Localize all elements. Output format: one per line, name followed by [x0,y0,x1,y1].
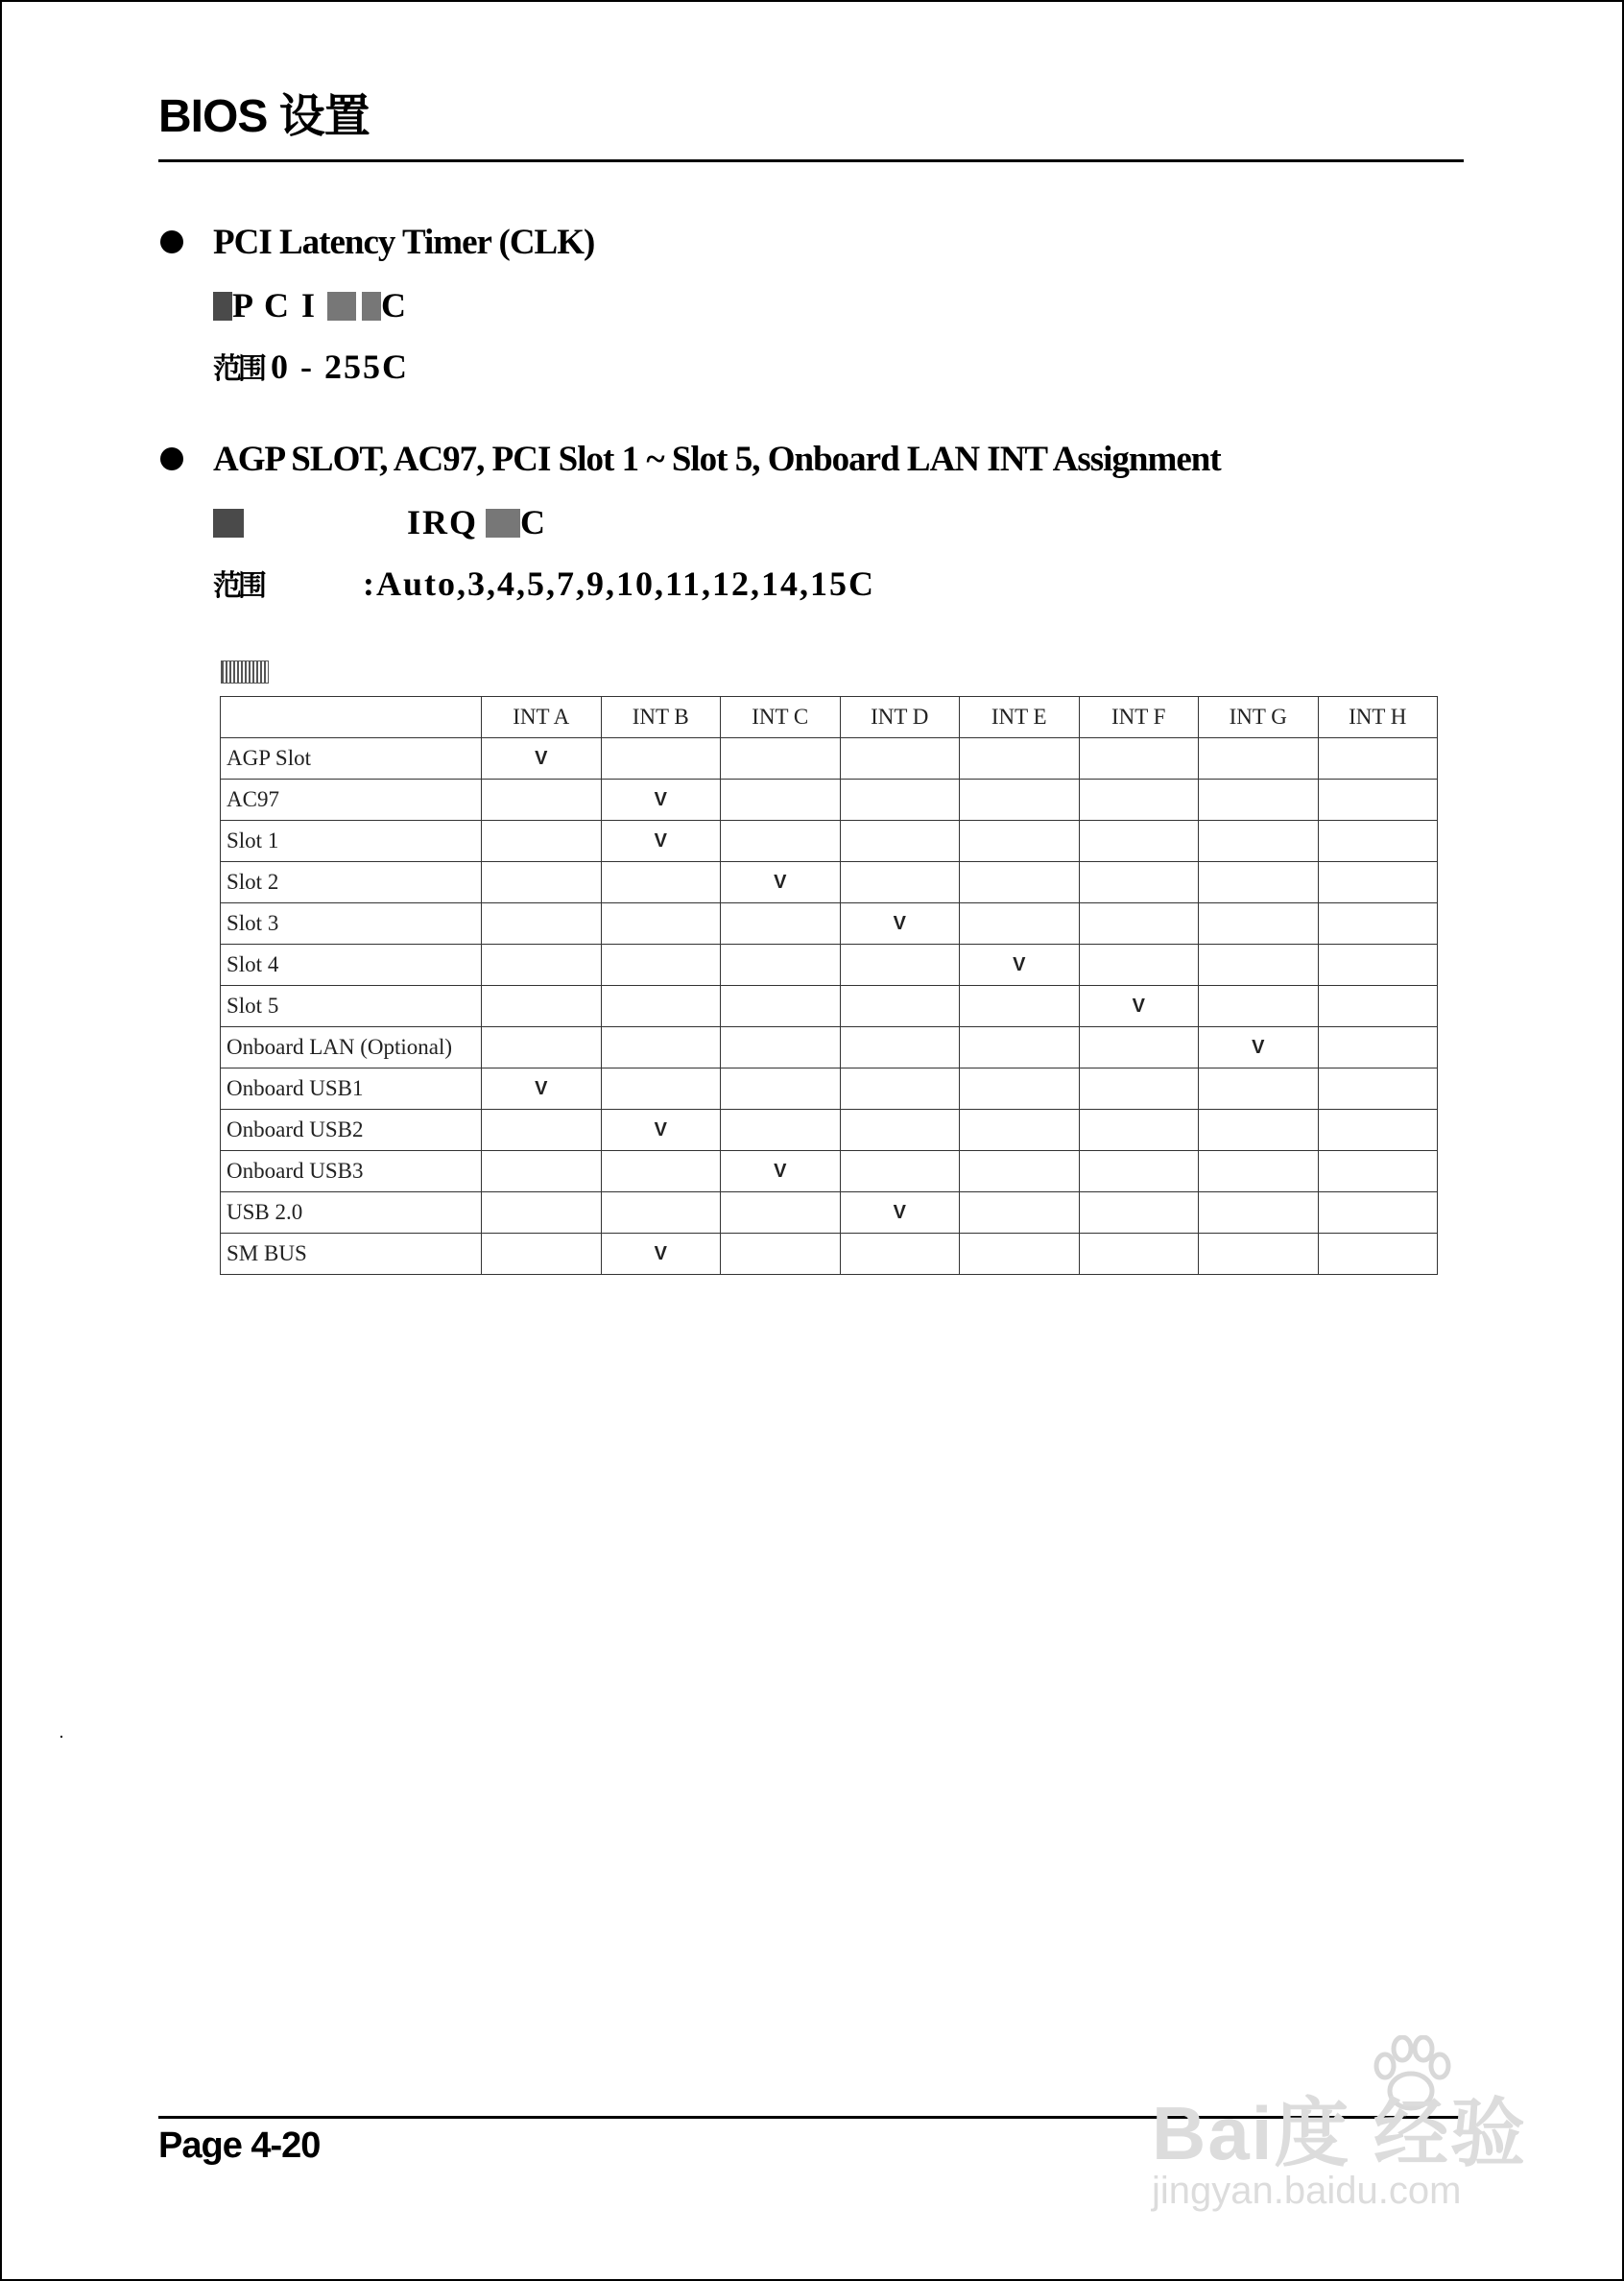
table-cell [1318,821,1438,862]
table-cell [1079,738,1199,780]
desc-suffix: C [520,503,548,541]
table-cell [840,1068,960,1110]
table-cell [1079,945,1199,986]
row-label: USB 2.0 [221,1192,482,1234]
table-row [221,821,1438,862]
table-cell [840,945,960,986]
assignment-mark: V [840,1192,960,1234]
table-cell [1318,986,1438,1027]
garbled-glyph [213,292,232,321]
column-header: INT G [1199,697,1319,738]
bullet-icon [160,447,183,470]
row-label: Slot 1 [221,821,482,862]
table-cell [1079,1068,1199,1110]
column-header: INT H [1318,697,1438,738]
table-cell [482,780,602,821]
column-header: INT C [721,697,841,738]
table-cell [1199,738,1319,780]
table-caption-garbled [221,660,269,684]
column-header: INT A [482,697,602,738]
table-cell [482,1027,602,1068]
table-cell [1199,1234,1319,1275]
assignment-mark: V [482,738,602,780]
assignment-mark: V [601,1234,721,1275]
assignment-mark: V [601,821,721,862]
table-cell [601,945,721,986]
table-cell [482,1234,602,1275]
table-cell [482,862,602,903]
table-header-corner [221,697,482,738]
table-cell [840,1027,960,1068]
section-heading-pci-latency: PCI Latency Timer (CLK) [213,223,595,262]
table-cell [1199,903,1319,945]
table-cell [721,1234,841,1275]
table-cell [1199,821,1319,862]
table-cell [960,1027,1080,1068]
row-label: Slot 2 [221,862,482,903]
row-label: Onboard USB3 [221,1151,482,1192]
bullet-icon [160,230,183,253]
table-cell [960,1192,1080,1234]
desc-suffix: C [381,286,409,324]
watermark [1152,2035,1536,2227]
garbled-glyph [362,292,381,321]
table-row [221,862,1438,903]
table-cell [482,903,602,945]
table-cell [1318,903,1438,945]
assignment-mark: V [721,862,841,903]
table-cell [601,1151,721,1192]
table-cell [1079,1234,1199,1275]
table-cell [840,780,960,821]
table-cell [1318,1192,1438,1234]
table-cell [601,903,721,945]
table-cell [1079,1110,1199,1151]
desc-prefix: P C I [232,286,328,324]
assignment-mark: V [1079,986,1199,1027]
table-cell [1318,1068,1438,1110]
table-row [221,1192,1438,1234]
table-row [221,903,1438,945]
table-cell [721,1192,841,1234]
section-range-pci-latency [213,349,409,384]
table-cell [482,1151,602,1192]
table-row [221,986,1438,1027]
watermark-brand: Bai度 经验 [1152,2091,1528,2175]
range-suffix: C [848,564,876,603]
assignment-mark: V [601,1110,721,1151]
table-cell [840,862,960,903]
section-description-int-assignment [213,505,547,540]
row-label: Slot 4 [221,945,482,986]
table-cell [1318,945,1438,986]
table-cell [960,862,1080,903]
table-cell [1079,821,1199,862]
table-cell [1199,1110,1319,1151]
table-cell [482,986,602,1027]
int-assignment-table [220,696,1438,1275]
table-cell [840,821,960,862]
table-cell [721,1110,841,1151]
table-cell [721,821,841,862]
table-cell [840,986,960,1027]
section-range-int-assignment [213,566,875,601]
assignment-mark: V [482,1068,602,1110]
table-cell [601,862,721,903]
table-cell [1199,986,1319,1027]
page-header-title: BIOS 设置 [158,91,370,142]
table-cell [1199,1151,1319,1192]
table-cell [1318,862,1438,903]
table-cell [1318,1027,1438,1068]
table-cell [482,1110,602,1151]
table-cell [840,1234,960,1275]
range-label: 范围 [213,570,263,602]
table-cell [1318,1110,1438,1151]
table-row [221,780,1438,821]
stray-mark [60,1736,62,1738]
table-cell [601,1068,721,1110]
row-label: AC97 [221,780,482,821]
table-cell [1079,780,1199,821]
range-label: 范围 [213,353,263,385]
table-cell [1199,1068,1319,1110]
assignment-mark: V [960,945,1080,986]
table-cell [482,945,602,986]
table-cell [482,1192,602,1234]
row-label: Onboard USB1 [221,1068,482,1110]
table-cell [1079,1151,1199,1192]
table-cell [1199,862,1319,903]
table-cell [1199,945,1319,986]
table-row [221,1151,1438,1192]
table-header-row [221,697,1438,738]
range-value: 0 - 255 [271,348,382,386]
table-cell [960,1068,1080,1110]
table-cell [601,1027,721,1068]
table-cell [721,1027,841,1068]
table-cell [840,1151,960,1192]
table-row [221,945,1438,986]
column-header: INT B [601,697,721,738]
table-cell [960,780,1080,821]
assignment-mark: V [840,903,960,945]
range-value: :Auto,3,4,5,7,9,10,11,12,14,15 [363,564,849,603]
row-label: Onboard USB2 [221,1110,482,1151]
table-row [221,738,1438,780]
table-cell [960,821,1080,862]
table-row [221,1110,1438,1151]
table-cell [840,1110,960,1151]
watermark-url: jingyan.baidu.com [1152,2170,1462,2212]
garbled-glyph [327,292,356,321]
table-cell [601,1192,721,1234]
section-heading-int-assignment: AGP SLOT, AC97, PCI Slot 1 ~ Slot 5, Onboard LAN INT Assignment [213,440,1221,479]
table-cell [721,986,841,1027]
table-cell [482,821,602,862]
table-cell [1079,1027,1199,1068]
table-cell [601,986,721,1027]
table-cell [1199,780,1319,821]
table-row [221,1234,1438,1275]
table-cell [1318,1234,1438,1275]
table-cell [721,1068,841,1110]
row-label: SM BUS [221,1234,482,1275]
table-cell [960,1234,1080,1275]
table-cell [1199,1192,1319,1234]
column-header: INT D [840,697,960,738]
table-cell [601,738,721,780]
table-cell [721,780,841,821]
table-cell [1318,738,1438,780]
table-cell [1079,1192,1199,1234]
table-cell [721,903,841,945]
row-label: AGP Slot [221,738,482,780]
page-number: Page 4-20 [158,2125,321,2166]
column-header: INT F [1079,697,1199,738]
table-cell [960,1151,1080,1192]
row-label: Onboard LAN (Optional) [221,1027,482,1068]
garbled-glyph [213,509,244,538]
table-cell [1318,1151,1438,1192]
column-header: INT E [960,697,1080,738]
table-cell [1079,903,1199,945]
table-row [221,1027,1438,1068]
assignment-mark: V [601,780,721,821]
section-description-pci-latency [213,288,408,323]
table-cell [960,738,1080,780]
desc-text: IRQ [407,503,479,541]
table-cell [721,945,841,986]
garbled-glyph [486,509,520,538]
row-label: Slot 5 [221,986,482,1027]
table-cell [721,738,841,780]
table-cell [960,1110,1080,1151]
table-cell [960,903,1080,945]
range-suffix: C [382,348,409,386]
header-rule [158,159,1464,162]
table-row [221,1068,1438,1110]
row-label: Slot 3 [221,903,482,945]
table-cell [1079,862,1199,903]
table-cell [960,986,1080,1027]
table-cell [1318,780,1438,821]
assignment-mark: V [1199,1027,1319,1068]
table-cell [840,738,960,780]
assignment-mark: V [721,1151,841,1192]
